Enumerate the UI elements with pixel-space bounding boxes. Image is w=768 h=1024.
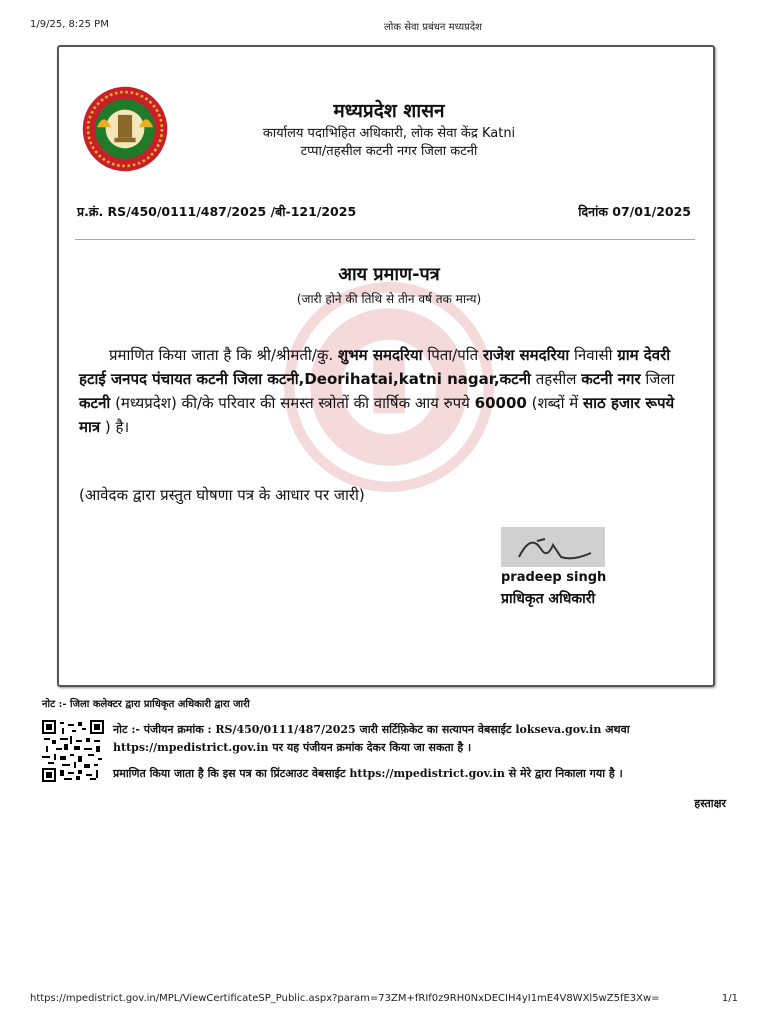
body-text-6: (मध्यप्रदेश) की/के परिवार की समस्त स्त्रोतों की वार्षिक आय रुपये [115, 394, 470, 412]
tehsil-name: कटनी नगर [581, 370, 641, 388]
applicant-address: ग्राम देवरी हटाई जनपद पंचायत कटनी जिला कटनी,Deorihatai,katni nagar,कटनी [79, 346, 671, 388]
issue-basis: (आवेदक द्वारा प्रस्तुत घोषणा पत्र के आधार पर जारी) [79, 486, 365, 504]
body-text-2: पिता/पति [427, 346, 479, 364]
signature-label: हस्ताक्षर [694, 797, 726, 810]
print-page-title: लोक सेवा प्रबंधन मध्यप्रदेश [384, 22, 482, 33]
verification-note-line-2: https://mpedistrict.gov.in पर यह पंजीयन क्रमांक देकर किया जा सकता है । [113, 741, 472, 754]
signature-image [501, 527, 605, 567]
print-page-count: 1/1 [721, 993, 738, 1004]
certificate-frame [57, 45, 715, 687]
signatory-name: pradeep singh [501, 570, 607, 585]
body-text-8: ) है। [104, 418, 130, 436]
office-line: कार्यालय पदाभिहित अधिकारी, लोक सेवा केंद्र Katni [262, 126, 516, 141]
reference-number: प्र.क्रं. RS/450/0111/487/2025 /बी-121/2025 [77, 204, 357, 219]
signatory-designation: प्राधिकृत अधिकारी [501, 591, 596, 607]
certificate-title: आय प्रमाण-पत्र [338, 264, 440, 285]
applicant-name: शुभम समदरिया [337, 346, 423, 364]
signature-scribble-icon [501, 527, 605, 567]
validity-note: (जारी होने की तिथि से तीन वर्ष तक मान्य) [296, 292, 482, 306]
body-text-3: निवासी [574, 346, 613, 364]
print-url: https://mpedistrict.gov.in/MPL/ViewCertificateSP_Public.aspx?param=73ZM+fRIf0z9RH0NxDECIH4yI1mE4V8WXl5wZ5fE3Xw= [30, 993, 660, 1004]
verification-note-line-1: नोट :- पंजीयन क्रमांक : RS/450/0111/487/2025 जारी सर्टिफ़िकेट का सत्यापन वेबसाईट lokseva.gov.in अथवा [113, 723, 630, 736]
body-text-4: तहसील [535, 370, 577, 388]
father-name: राजेश समदरिया [482, 346, 570, 364]
income-in-words: साठ हजार रूपये मात्र [79, 394, 675, 436]
body-text-1: प्रमाणित किया जाता है कि श्री/श्रीमती/कु. [109, 346, 334, 364]
qr-code-icon [42, 720, 104, 782]
mp-emblem-icon [81, 85, 169, 173]
printout-note: प्रमाणित किया जाता है कि इस पत्र का प्रिंटआउट वेबसाईट https://mpedistrict.gov.in से मेरे द्वारा निकाला गया है । [113, 767, 623, 780]
annual-income: 60000 [474, 394, 527, 412]
certificate-body [79, 343, 699, 439]
gov-name: मध्यप्रदेश शासन [333, 100, 445, 122]
tehsil-line: टप्पा/तहसील कटनी नगर जिला कटनी [300, 144, 478, 159]
body-text-5: जिला [645, 370, 675, 388]
print-datetime: 1/9/25, 8:25 PM [30, 19, 109, 30]
district-name: कटनी [79, 394, 111, 412]
divider [75, 239, 695, 240]
collector-note: नोट :- जिला कलेक्टर द्वारा प्राधिकृत अधिकारी द्वारा जारी [42, 699, 250, 710]
body-text-7: (शब्दों में [531, 394, 579, 412]
issue-date: दिनांक 07/01/2025 [578, 204, 691, 219]
